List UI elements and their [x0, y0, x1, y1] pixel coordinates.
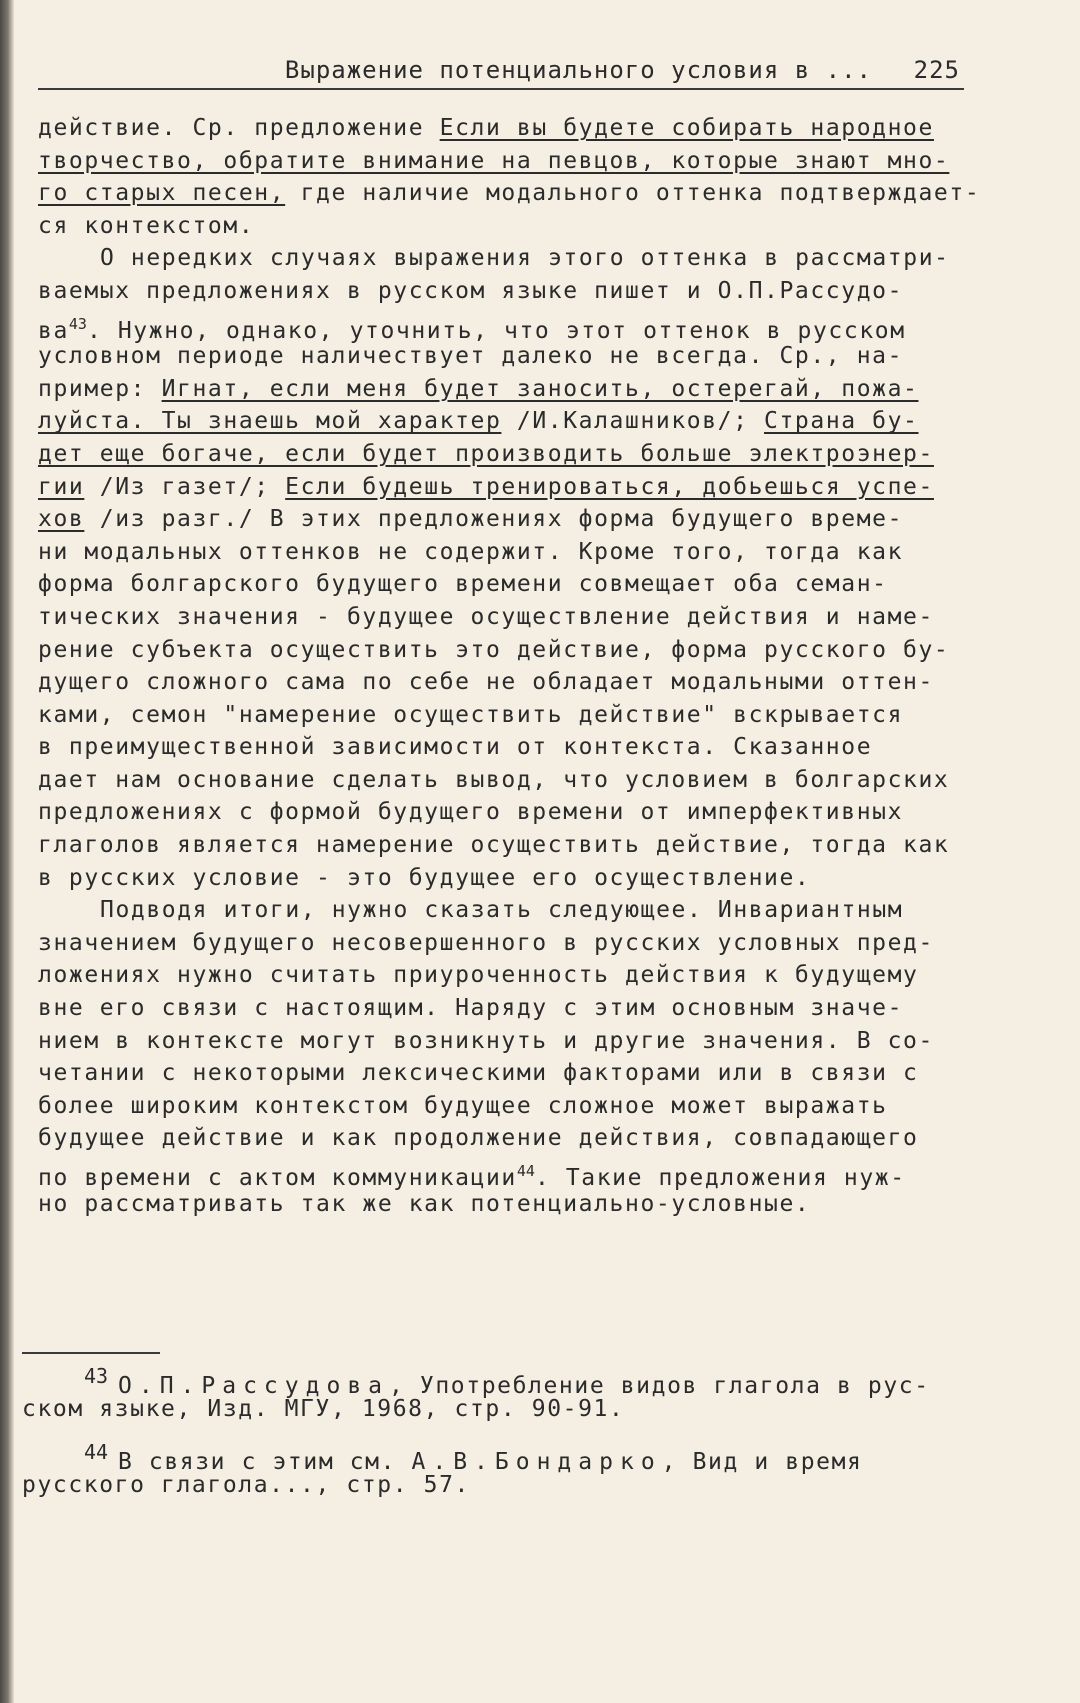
text-line	[38, 764, 978, 797]
text-line	[38, 1155, 978, 1191]
text-line	[38, 373, 978, 406]
text-run: более широким контекстом будущее сложное может выражать	[38, 1092, 888, 1119]
text-line	[38, 1025, 978, 1058]
text-run: . Нужно, однако, уточнить, что этот оттенок в русском	[86, 317, 906, 344]
text-run: ложениях нужно считать приуроченность действия к будущему	[38, 962, 919, 989]
text-line	[38, 894, 978, 927]
text-line	[38, 1057, 978, 1090]
footnote-text: , Вид и время	[661, 1449, 863, 1475]
text-run: по времени с актом коммуникации	[38, 1165, 517, 1191]
text-run: условном периоде наличествует далеко не всегда. Ср., на-	[38, 343, 904, 370]
footnote-author: А.В.Бондарко	[411, 1449, 662, 1475]
text-run: нием в контексте могут возникнуть и другие значения. В со-	[38, 1027, 934, 1054]
text-run: ни модальных оттенков не содержит. Кроме того, тогда как	[38, 538, 904, 565]
text-run: /Из газет/;	[84, 473, 286, 500]
underlined-example: Игнат, если меня будет заносить, остерегай, пожа-	[161, 375, 919, 402]
underlined-example: творчество, обратите внимание на певцов, которые знают мно-	[38, 147, 950, 174]
footnote-author: О.П.Рассудова	[118, 1373, 390, 1399]
text-run: где наличие модального оттенка подтверждает-	[285, 180, 981, 207]
text-line	[38, 438, 978, 471]
text-run: в русских условие - это будущее его осуществление.	[38, 864, 811, 891]
text-run: пример:	[38, 375, 162, 402]
text-line	[38, 796, 978, 829]
text-run: предложениях с формой будущего времени от имперфективных	[38, 799, 904, 826]
text-line	[38, 927, 978, 960]
underlined-example: гии	[38, 473, 85, 500]
text-run: ва	[38, 317, 69, 344]
footnote-number: 43	[84, 1364, 109, 1388]
text-line	[38, 634, 978, 667]
text-line	[38, 1090, 978, 1123]
text-run: /И.Калашников/;	[501, 408, 765, 435]
footnote-marker: 43	[68, 314, 87, 333]
text-run: дущего сложного сама по себе не обладает модальными оттен-	[38, 669, 934, 696]
running-header	[38, 50, 964, 90]
text-run: О нередких случаях выражения этого оттенка в рассматри-	[100, 245, 950, 272]
text-run: дает нам основание сделать вывод, что условием в болгарских	[38, 766, 950, 793]
text-line	[38, 601, 978, 634]
footnote-text: , Употребление видов глагола в рус-	[389, 1373, 930, 1399]
text-line	[38, 1188, 978, 1221]
text-run: рение субъекта осуществить это действие, форма русского бу-	[38, 636, 950, 663]
text-line	[38, 112, 978, 145]
running-title: Выражение потенциального условия в ...	[284, 56, 872, 84]
text-line	[38, 340, 978, 373]
text-line	[38, 666, 978, 699]
text-run: в преимущественной зависимости от контекста. Сказанное	[38, 734, 873, 761]
footnote-separator	[22, 1352, 160, 1354]
text-run: . Такие предложения нуж-	[534, 1165, 906, 1191]
footnote-line	[22, 1360, 972, 1399]
text-line	[38, 145, 978, 178]
text-run: ваемых предложениях в русском языке пишет и О.П.Рассудо-	[38, 277, 904, 304]
text-line	[38, 210, 978, 243]
text-run: форма болгарского будущего времени совмещает оба семан-	[38, 571, 888, 598]
text-line	[38, 471, 978, 504]
binding-gutter	[0, 0, 14, 1703]
underlined-example: Если вы будете собирать народное	[439, 115, 934, 141]
footnote-44	[22, 1436, 972, 1502]
footnote-43	[22, 1360, 972, 1426]
underlined-example: дет еще богаче, если будет производить больше электроэнер-	[38, 440, 934, 467]
text-run: глаголов является намерение осуществить действие, тогда как	[38, 832, 950, 859]
text-run: действие. Ср. предложение	[38, 115, 440, 141]
text-run: четании с некоторыми лексическими факторами или в связи с	[38, 1060, 919, 1087]
text-run: тических значения - будущее осуществление действия и наме-	[38, 603, 934, 630]
text-line	[38, 731, 978, 764]
footnote-line: русского глагола..., стр. 57.	[22, 1472, 470, 1498]
text-line	[38, 568, 978, 601]
text-line	[38, 275, 978, 308]
text-run: ками, семон "намерение осуществить действие" вскрывается	[38, 701, 904, 728]
underlined-example: хов	[38, 506, 85, 533]
text-line	[38, 862, 978, 895]
footnote-text: В связи с этим см.	[118, 1449, 412, 1475]
underlined-example: го старых песен,	[38, 180, 286, 207]
body-text	[38, 112, 981, 1220]
text-line	[38, 699, 978, 732]
text-run: будущее действие и как продолжение действия, совпадающего	[38, 1125, 919, 1152]
text-line	[38, 1122, 978, 1155]
text-run: Подводя итоги, нужно сказать следующее. Инвариантным	[100, 897, 904, 924]
text-line	[38, 405, 978, 438]
underlined-example: Если будешь тренироваться, добьешься успе-	[285, 473, 934, 500]
footnote-line: ском языке, Изд. МГУ, 1968, стр. 90-91.	[22, 1396, 625, 1422]
text-line	[38, 992, 978, 1025]
text-run: но рассматривать так же как потенциально-условные.	[38, 1190, 811, 1217]
footnotes	[22, 1360, 972, 1502]
text-line	[38, 308, 978, 344]
text-line	[38, 536, 978, 569]
footnote-marker: 44	[516, 1162, 535, 1180]
text-run: вне его связи с настоящим. Наряду с этим основным значе-	[38, 995, 904, 1022]
underlined-example: луйста. Ты знаешь мой характер	[38, 408, 502, 435]
text-run: значением будущего несовершенного в русских условных пред-	[38, 929, 934, 956]
page-number: 225	[913, 56, 960, 84]
text-line	[38, 177, 981, 210]
text-line	[38, 829, 978, 862]
footnote-number: 44	[84, 1440, 109, 1464]
text-run: /из разг./ В этих предложениях форма будущего време-	[84, 506, 904, 533]
text-line	[38, 959, 978, 992]
text-run: ся контекстом.	[38, 212, 255, 239]
footnote-line	[22, 1436, 972, 1475]
text-line	[38, 503, 978, 536]
underlined-example: Страна бу-	[764, 408, 919, 435]
text-line	[38, 242, 978, 275]
